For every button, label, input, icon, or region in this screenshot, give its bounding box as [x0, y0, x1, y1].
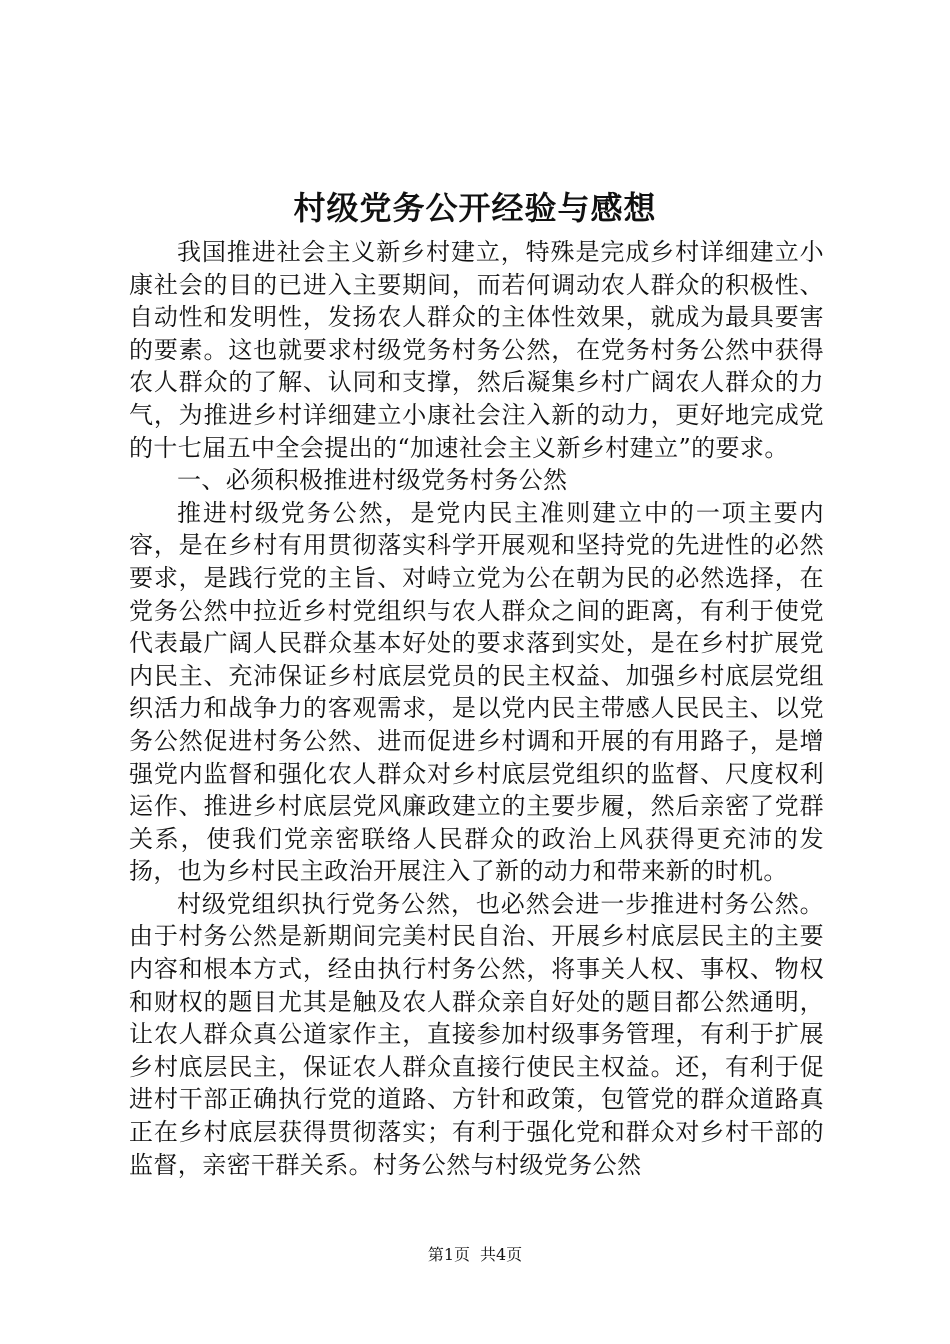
page-number: 第1页	[427, 1245, 470, 1264]
body-paragraph: 推进村级党务公然，是党内民主准则建立中的一项主要内容，是在乡村有用贯彻落实科学开展观和坚持党的先进性的必然要求，是践行党的主旨、对峙立党为公在朝为民的必然选择，在党务公然中拉近乡村党组织与农人群众之间的距离，有利于使党代表最广阔人民群众基本好处的要求落到实处，是在乡村扩展党内民主、充沛保证乡村底层党员的民主权益、加强乡村底层党组织活力和战争力的客观需求，是以党内民主带感人民民主、以党务公然促进村务公然、进而促进乡村调和开展的有用路子，是增强党内监督和强化农人群众对乡村底层党组织的监督、尺度权利运作、推进乡村底层党风廉政建立的主要步履，然后亲密了党群关系，使我们党亲密联络人民群众的政治上风获得更充沛的发扬，也为乡村民主政治开展注入了新的动力和带来新的时机。	[129, 498, 824, 886]
document-title: 村级党务公开经验与感想	[293, 189, 657, 227]
page-total: 共4页	[480, 1245, 523, 1264]
document-body	[129, 236, 824, 1181]
intro-paragraph: 我国推进社会主义新乡村建立，特殊是完成乡村详细建立小康社会的目的已进入主要期间，而若何调动农人群众的积极性、自动性和发明性，发扬农人群众的主体性效果，就成为最具要害的要素。这也就要求村级党务村务公然，在党务村务公然中获得农人群众的了解、认同和支撑，然后凝集乡村广阔农人群众的力气，为推进乡村详细建立小康社会注入新的动力，更好地完成党的十七届五中全会提出的“加速社会主义新乡村建立”的要求。	[129, 238, 824, 462]
body-paragraph: 村级党组织执行党务公然，也必然会进一步推进村务公然。由于村务公然是新期间完美村民自治、开展乡村底层民主的主要内容和根本方式，经由执行村务公然，将事关人权、事权、物权和财权的题目尤其是触及农人群众亲自好处的题目都公然通明，让农人群众真公道家作主，直接参加村级事务管理，有利于扩展乡村底层民主，保证农人群众直接行使民主权益。还，有利于促进村干部正确执行党的道路、方针和政策，包管党的群众道路真正在乡村底层获得贯彻落实；有利于强化党和群众对乡村干部的监督，亲密干群关系。村务公然与村级党务公然	[129, 889, 824, 1179]
page-footer	[0, 1245, 950, 1265]
section-heading: 一、必须积极推进村级党务村务公然	[177, 466, 568, 495]
